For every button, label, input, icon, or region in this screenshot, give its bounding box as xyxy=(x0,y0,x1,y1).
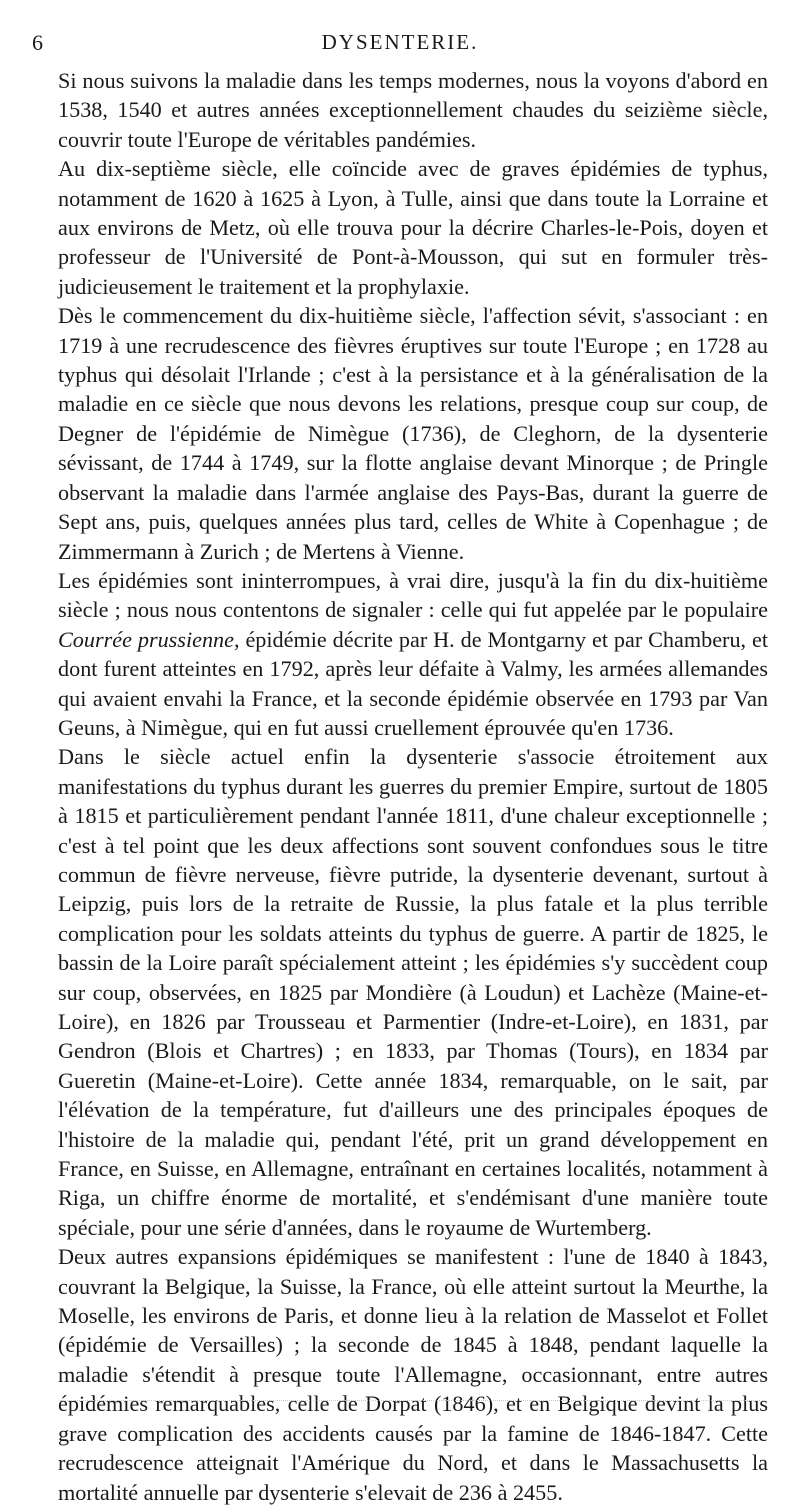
paragraph-text-before: Les épidémies sont ininterrompues, à vrai dire, jusqu'à la fin du dix-huitième siècle ; nous nous contentons de signaler : celle qui fut appelée par le populaire xyxy=(58,567,768,623)
paragraph-modern-period: Si nous suivons la maladie dans les temps modernes, nous la voyons d'abord en 1538, 1540 et autres années exceptionnellement chaudes du seizième siècle, couvrir toute l'Europe de véritables pandémies. xyxy=(58,68,768,152)
paragraph-text-after: , épidémie décrite par H. de Montgarny et par Chamberu, et dont furent atteintes en 1792, après leur défaite à Valmy, les armées allemandes qui avaient envahi la France, et la seconde épidémie observée en 1793 par Van Geuns, à Nimègue, qui en fut aussi cruellement éprouvée qu'en 1736. xyxy=(58,626,769,740)
body-text xyxy=(58,66,768,1507)
paragraph-uninterrupted-epidemics xyxy=(58,566,768,742)
paragraph-seventeenth-century: Au dix-septième siècle, elle coïncide avec de graves épidémies de typhus, notamment de 1620 à 1625 à Lyon, à Tulle, ainsi que dans toute la Lorraine et aux environs de Metz, où elle trouva pour la décrire Charles-le-Pois, doyen et professeur de l'Université de Pont-à-Mousson, qui sut en formuler très-judicieusement le traitement et la prophylaxie. xyxy=(58,156,768,299)
italic-term-courree-prussienne: Courrée prussienne xyxy=(58,626,234,652)
page-number: 6 xyxy=(32,30,43,55)
paragraph-current-century: Dans le siècle actuel enfin la dysenterie s'associe étroitement aux manifestations du typhus durant les guerres du premier Empire, surtout de 1805 à 1815 et particulièrement pendant l'année 1811, d'une chaleur exceptionnelle ; c'est à tel point que les deux affections sont souvent confondues sous le titre commun de fièvre nerveuse, fièvre putride, la dysenterie devenant, surtout à Leipzig, puis lors de la retraite de Russie, la plus fatale et la plus terrible complication pour les soldats atteints du typhus de guerre. A partir de 1825, le bassin de la Loire paraît spécialement atteint ; les épidémies s'y succèdent coup sur coup, observées, en 1825 par Mondière (à Loudun) et Lachèze (Maine-et-Loire), en 1826 par Trousseau et Parmentier (Indre-et-Loire), en 1831, par Gendron (Blois et Chartres) ; en 1833, par Thomas (Tours), en 1834 par Gueretin (Maine-et-Loire). Cette année 1834, remarquable, on le sait, par l'élévation de la température, fut d'ailleurs une des principales époques de l'histoire de la maladie qui, pendant l'été, prit un grand développement en France, en Suisse, en Allemagne, entraînant en certaines localités, notamment à Riga, un chiffre énorme de mortalité, et s'endémisant d'une manière toute spéciale, pour une série d'années, dans le royaume de Wurtemberg. xyxy=(58,744,768,1240)
paragraph-eighteenth-century: Dès le commencement du dix-huitième siècle, l'affection sévit, s'associant : en 1719 à une recrudescence des fièvres éruptives sur toute l'Europe ; en 1728 au typhus qui désolait l'Irlande ; c'est à la persistance et à la généralisation de la maladie en ce siècle que nous devons les relations, presque coup sur coup, de Degner de l'épidémie de Nimègue (1736), de Cleghorn, de la dysenterie sévissant, de 1744 à 1749, sur la flotte anglaise devant Minorque ; de Pringle observant la maladie dans l'armée anglaise des Pays-Bas, durant la guerre de Sept ans, puis, quelques années plus tard, celles de White à Copenhague ; de Zimmermann à Zurich ; de Mertens à Vienne. xyxy=(58,303,768,564)
footer-faint-line xyxy=(60,1400,760,1401)
page-header xyxy=(32,30,768,58)
paragraph-two-expansions: Deux autres expansions épidémiques se manifestent : l'une de 1840 à 1843, couvrant la Belgique, la Suisse, la France, où elle atteint surtout la Meurthe, la Moselle, les environs de Paris, et donne lieu à la relation de Masselot et Follet (épidémie de Versailles) ; la seconde de 1845 à 1848, pendant laquelle la maladie s'étendit à presque toute l'Allemagne, occasionnant, entre autres épidémies remarquables, celle de Dorpat (1846), et en Belgique devint la plus grave complication des accidents causés par la famine de 1846-1847. Cette recrudescence atteignait l'Amérique du Nord, et dans le Massachusetts la mortalité annuelle par dysenterie s'elevait de 236 à 2455. xyxy=(58,1244,768,1505)
running-head: DYSENTERIE. xyxy=(321,30,479,54)
